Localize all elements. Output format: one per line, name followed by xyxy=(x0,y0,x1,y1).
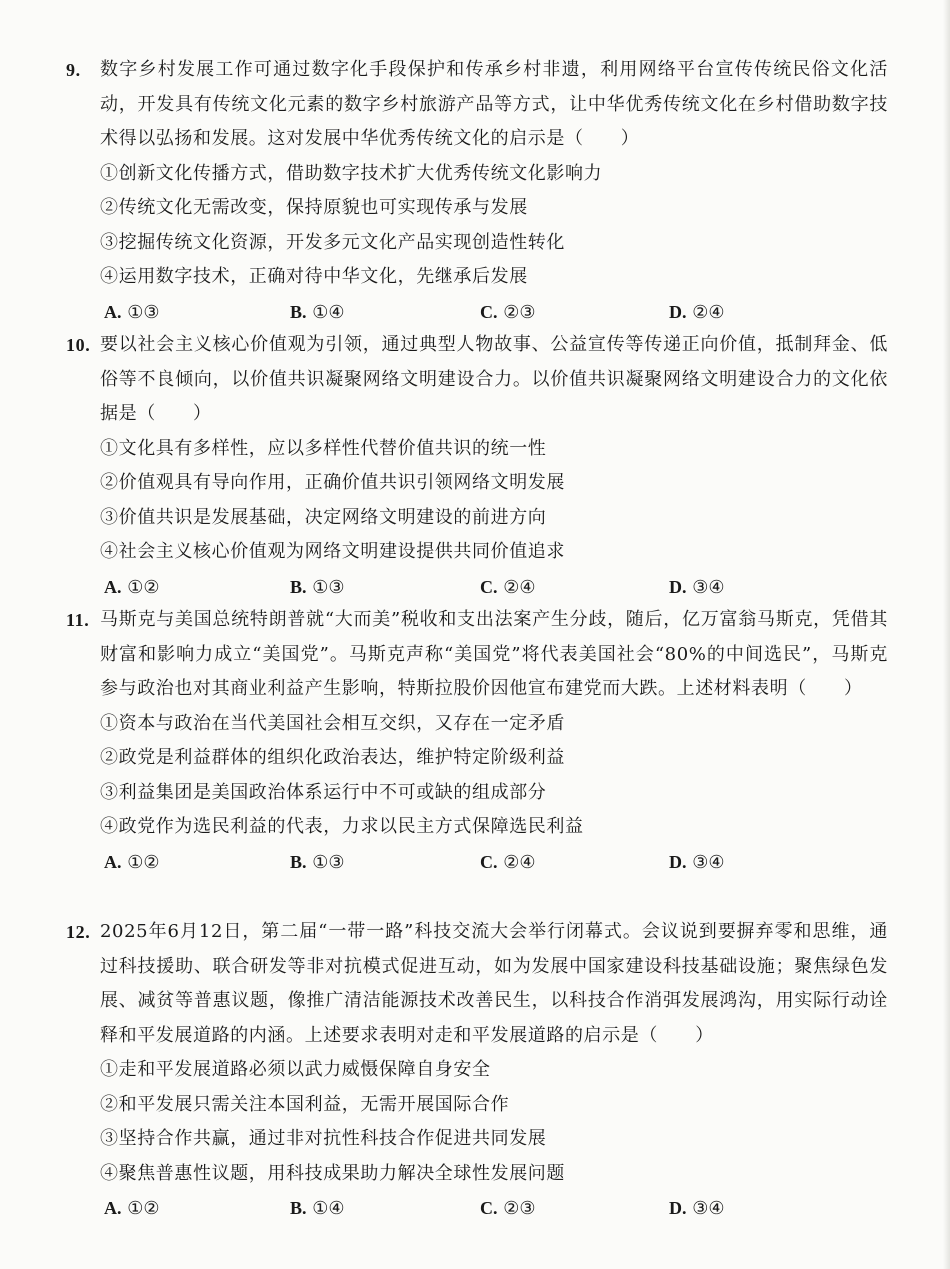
question-number: 12. xyxy=(66,922,91,942)
choice-c[interactable]: C. ②④ xyxy=(480,851,536,873)
statement-option: ④运用数字技术，正确对待中华文化，先继承后发展 xyxy=(100,266,528,287)
statement-option: ①资本与政治在当代美国社会相互交织，又存在一定矛盾 xyxy=(100,712,565,734)
choice-d[interactable]: D. ③④ xyxy=(669,576,725,598)
statement-option: ④政党作为选民利益的代表，力求以民主方式保障选民利益 xyxy=(100,816,584,837)
choice-b[interactable]: B. ①③ xyxy=(290,576,345,598)
question-stem xyxy=(66,915,888,1053)
question-stem xyxy=(66,53,888,157)
statement-option: ③挖掘传统文化资源，开发多元文化产品实现创造性转化 xyxy=(100,231,565,253)
statement-option: ②传统文化无需改变，保持原貌也可实现传承与发展 xyxy=(100,197,528,218)
choice-a[interactable]: A. ①② xyxy=(104,576,160,598)
scan-edge-shadow xyxy=(943,0,950,1269)
question-stem xyxy=(66,603,888,707)
statement-option: ①走和平发展道路必须以武力威慑保障自身安全 xyxy=(100,1059,491,1080)
question-stem xyxy=(66,328,888,432)
choice-c[interactable]: C. ②③ xyxy=(480,301,536,323)
choice-d[interactable]: D. ②④ xyxy=(669,301,725,323)
choice-a[interactable]: A. ①② xyxy=(104,1198,160,1219)
choice-c[interactable]: C. ②③ xyxy=(480,1198,536,1219)
answer-choices xyxy=(66,570,888,604)
statement-option: ③坚持合作共赢，通过非对抗性科技合作促进共同发展 xyxy=(100,1128,547,1149)
statement-option: ④聚焦普惠性议题，用科技成果助力解决全球性发展问题 xyxy=(100,1162,565,1184)
choice-c[interactable]: C. ②④ xyxy=(480,576,536,598)
statement-option: ②价值观具有导向作用，正确价值共识引领网络文明发展 xyxy=(100,472,565,493)
question-stem-text: 2025年6月12日，第二届“一带一路”科技交流大会举行闭幕式。会议说到要摒弃零和思维，通过科技援助、联合研发等非对抗模式促进互动，如为发展中国家建设科技基础设施；聚焦绿色发展、减贫等普惠议题，像推广清洁能源技术改善民生，以科技合作消弭发展鸿沟，用实际行动诠释和平发展道路的内涵。上述要求表明对走和平发展道路的启示是（ ） xyxy=(100,921,888,1046)
question-9 xyxy=(66,53,888,329)
question-stem-text: 要以社会主义核心价值观为引领，通过典型人物故事、公益宣传等传递正向价值，抵制拜金、低俗等不良倾向，以价值共识凝聚网络文明建设合力。以价值共识凝聚网络文明建设合力的文化依据是（ ） xyxy=(100,334,888,424)
question-number: 9. xyxy=(66,60,81,80)
question-12 xyxy=(66,915,888,1225)
statement-option: ②政党是利益群体的组织化政治表达，维护特定阶级利益 xyxy=(100,747,565,768)
answer-choices xyxy=(66,1191,888,1225)
choice-b[interactable]: B. ①④ xyxy=(290,301,345,323)
statement-option: ②和平发展只需关注本国利益，无需开展国际合作 xyxy=(100,1093,510,1115)
statement-option: ①文化具有多样性，应以多样性代替价值共识的统一性 xyxy=(100,437,547,459)
question-10 xyxy=(66,328,888,604)
choice-b[interactable]: B. ①③ xyxy=(290,851,345,873)
question-stem-text: 数字乡村发展工作可通过数字化手段保护和传承乡村非遗，利用网络平台宣传传统民俗文化活动，开发具有传统文化元素的数字乡村旅游产品等方式，让中华优秀传统文化在乡村借助数字技术得以弘扬和发展。这对发展中华优秀传统文化的启示是（ ） xyxy=(100,59,888,149)
choice-b[interactable]: B. ①④ xyxy=(290,1198,345,1219)
choice-a[interactable]: A. ①② xyxy=(104,851,160,873)
choice-d[interactable]: D. ③④ xyxy=(669,851,725,873)
question-number: 10. xyxy=(66,335,91,355)
statement-option: ③价值共识是发展基础，决定网络文明建设的前进方向 xyxy=(100,506,547,528)
answer-choices xyxy=(66,845,888,879)
statement-option: ①创新文化传播方式，借助数字技术扩大优秀传统文化影响力 xyxy=(100,162,603,184)
answer-choices xyxy=(66,295,888,329)
question-number: 11. xyxy=(66,610,90,630)
question-stem-text: 马斯克与美国总统特朗普就“大而美”税收和支出法案产生分歧，随后，亿万富翁马斯克，凭借其财富和影响力成立“美国党”。马斯克声称“美国党”将代表美国社会“80%的中间选民”，马斯克参与政治也对其商业利益产生影响，特斯拉股价因他宣布建党而大跌。上述材料表明（ ） xyxy=(100,609,888,699)
choice-a[interactable]: A. ①③ xyxy=(104,301,160,323)
choice-d[interactable]: D. ③④ xyxy=(669,1198,725,1219)
question-11 xyxy=(66,603,888,879)
statement-option: ③利益集团是美国政治体系运行中不可或缺的组成部分 xyxy=(100,781,547,803)
statement-option: ④社会主义核心价值观为网络文明建设提供共同价值追求 xyxy=(100,541,565,562)
